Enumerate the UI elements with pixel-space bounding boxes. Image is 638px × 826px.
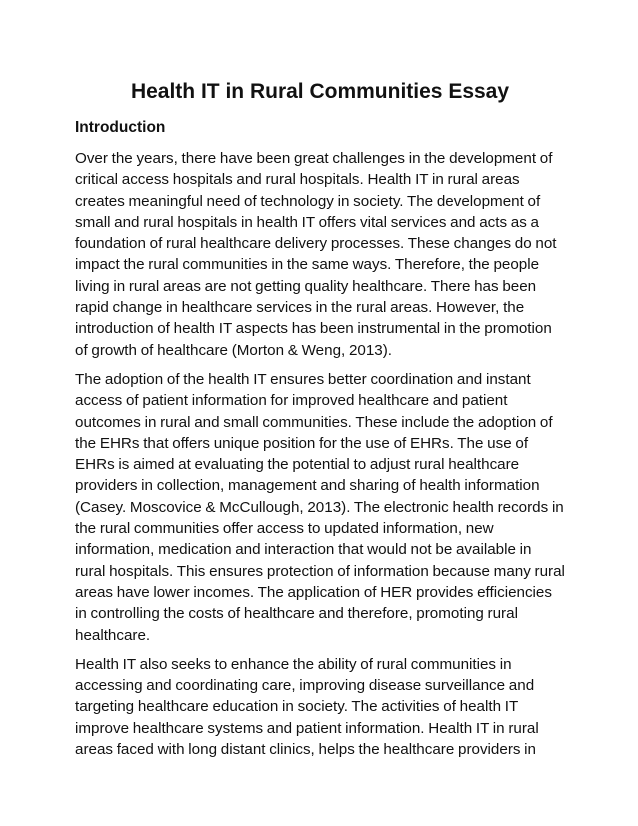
paragraph-2: The adoption of the health IT ensures better coordination and instant access of patient information for improved healthcare and patient outcomes in rural and small communities. These include the adoption of the EHRs that offers unique position for the use of EHRs. The use of EHRs is aimed at evaluating the potential to adjust rural healthcare providers in collection, management and sharing of health information (Casey. Moscovice & McCullough, 2013). The electronic health records in the rural communities offer access to updated information, new information, medication and interaction that would not be available in rural hospitals. This ensures protection of information because many rural areas have lower incomes. The application of HER provides efficiencies in controlling the costs of healthcare and therefore, promoting rural healthcare. <box>75 370 565 644</box>
document-title: Health IT in Rural Communities Essay <box>130 80 510 103</box>
paragraph-1: Over the years, there have been great challenges in the development of critical access hospitals and rural hospitals. Health IT in rural areas creates meaningful need of technology in society. The development of small and rural hospitals in health IT offers vital services and acts as a foundation of rural healthcare delivery processes. These changes do not impact the rural communities in the same ways. Therefore, the people living in rural areas are not getting quality healthcare. There has been rapid change in healthcare services in the rural areas. However, the introduction of health IT aspects has been instrumental in the promotion of growth of healthcare (Morton & Weng, 2013). <box>75 150 557 359</box>
document-content <box>75 78 565 760</box>
paragraph-3: Health IT also seeks to enhance the ability of rural communities in accessing and coordinating care, improving disease surveillance and targeting healthcare education in society. The activities of health IT improve healthcare systems and patient information. Health IT in rural areas faced with long distant clinics, helps the healthcare providers in <box>75 655 539 759</box>
section-heading-introduction: Introduction <box>75 119 166 136</box>
